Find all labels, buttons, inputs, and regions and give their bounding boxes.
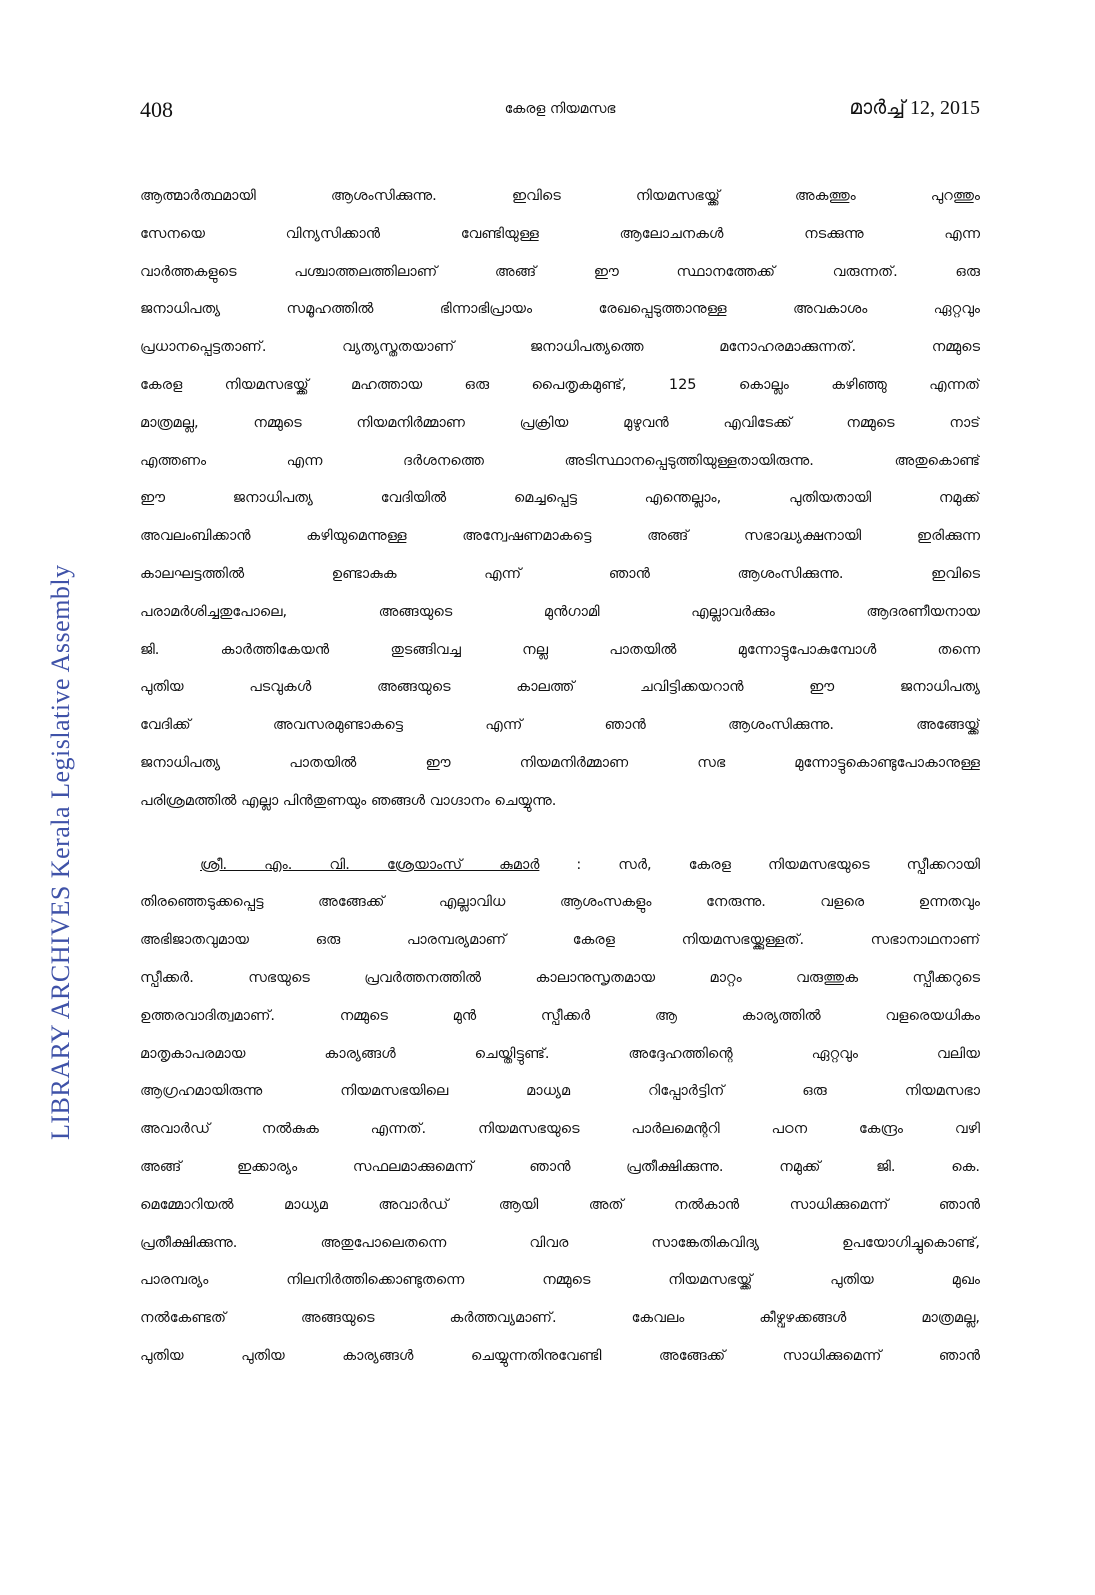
text-line: ജി. കാർത്തികേയൻ തുടങ്ങിവച്ച നല്ല പാതയിൽ മുന്നോട്ടുപോകുമ്പോൾ തന്നെ: [140, 641, 980, 658]
text-line: പരാമർശിച്ചതുപോലെ, അങ്ങയുടെ മുൻഗാമി എല്ലാവർക്കും ആദരണീയനായ: [140, 603, 980, 620]
text-line: സ്പീക്കർ. സഭയുടെ പ്രവർത്തനത്തിൽ കാലാനുസൃതമായ മാറ്റം വരുത്തുക സ്പീക്കറുടെ: [140, 969, 980, 986]
text-line: മാത്രമല്ല, നമ്മുടെ നിയമനിർമ്മാണ പ്രക്രിയ മുഴുവൻ എവിടേക്ക് നമ്മുടെ നാട്: [140, 414, 980, 431]
text-line: ജനാധിപത്യ പാതയിൽ ഈ നിയമനിർമ്മാണ സഭ മുന്നോട്ടുകൊണ്ടുപോകാനുള്ള: [140, 754, 980, 771]
text-line: ആത്മാർത്ഥമായി ആശംസിക്കുന്നു. ഇവിടെ നിയമസഭയ്ക്ക് അകത്തും പുറത്തും: [140, 188, 980, 204]
text-line: അവലംബിക്കാൻ കഴിയുമെന്നുള്ള അന്വേഷണമാകട്ടെ അങ്ങ് സഭാദ്ധ്യക്ഷനായി ഇരിക്കുന്ന: [140, 528, 980, 545]
text-line: അങ്ങ് ഇക്കാര്യം സഫലമാക്കുമെന്ന് ഞാൻ പ്രതീക്ഷിക്കുന്നു. നമുക്ക് ജി. കെ.: [140, 1158, 980, 1175]
page-header: [140, 97, 980, 127]
speaker-name: ശ്രീ. എം. വി. ശ്രേയാംസ് കുമാർ: [200, 856, 540, 873]
text-line: പാരമ്പര്യം നിലനിർത്തിക്കൊണ്ടുതന്നെ നമ്മുടെ നിയമസഭയ്ക്ക് പുതിയ മുഖം: [140, 1272, 980, 1289]
text-line: ഉത്തരവാദിത്വമാണ്. നമ്മുടെ മുൻ സ്പീക്കർ ആ കാര്യത്തിൽ വളരെയധികം: [140, 1007, 980, 1024]
text-line: കാലഘട്ടത്തിൽ ഉണ്ടാകുക എന്ന് ഞാൻ ആശംസിക്കുന്നു. ഇവിടെ: [140, 565, 980, 582]
text-line: എത്തണം എന്ന ദർശനത്തെ അടിസ്ഥാനപ്പെടുത്തിയുള്ളതായിരുന്നു. അതുകൊണ്ട്: [140, 452, 980, 469]
text-line: മാതൃകാപരമായ കാര്യങ്ങൾ ചെയ്തിട്ടുണ്ട്. അദ്ദേഹത്തിന്റെ ഏറ്റവും വലിയ: [140, 1045, 980, 1062]
text-line: നൽകേണ്ടത് അങ്ങയുടെ കർത്തവ്യമാണ്. കേവലം കീഴ്വഴക്കങ്ങൾ മാത്രമല്ല,: [140, 1310, 980, 1327]
text-line: വാർത്തകളുടെ പശ്ചാത്തലത്തിലാണ് അങ്ങ് ഈ സ്ഥാനത്തേക്ക് വരുന്നത്. ഒരു: [140, 263, 980, 280]
text-line: കേരള നിയമസഭയ്ക്ക് മഹത്തായ ഒരു പൈതൃകമുണ്ട്, 125 കൊല്ലം കഴിഞ്ഞു എന്നത്: [140, 376, 980, 393]
text-line: അവാർഡ് നൽകുക എന്നത്. നിയമസഭയുടെ പാർലമെന്ററി പഠന കേന്ദ്രം വഴി: [140, 1121, 980, 1138]
header-date: മാർച്ച് 12, 2015: [849, 97, 980, 119]
running-title: കേരള നിയമസഭ: [504, 101, 616, 117]
text-line: ജനാധിപത്യ സമൂഹത്തിൽ ഭിന്നാഭിപ്രായം രേഖപ്പെടുത്താനുള്ള അവകാശം ഏറ്റവും: [140, 301, 980, 318]
body-text: [140, 178, 980, 1376]
speaker-line-rest: : സർ, കേരള നിയമസഭയുടെ സ്പീക്കറായി: [576, 856, 980, 873]
text-line: തിരഞ്ഞെടുക്കപ്പെട്ട അങ്ങേക്ക് എല്ലാവിധ ആശംസകളും നേരുന്നു. വളരെ ഉന്നതവും: [140, 894, 980, 911]
text-line: മെമ്മോറിയൽ മാധ്യമ അവാർഡ് ആയി അത് നൽകാൻ സാധിക്കുമെന്ന് ഞാൻ: [140, 1196, 980, 1213]
paragraph-gap: [140, 821, 980, 847]
speaker-line: [140, 847, 980, 885]
text-line: പ്രധാനപ്പെട്ടതാണ്. വ്യത്യസ്തതയാണ് ജനാധിപത്യത്തെ മനോഹരമാക്കുന്നത്. നമ്മുടെ: [140, 339, 980, 356]
text-line: ആഗ്രഹമായിരുന്നു നിയമസഭയിലെ മാധ്യമ റിപ്പോർട്ടിന് ഒരു നിയമസഭാ: [140, 1083, 980, 1100]
text-line: അഭിജാതവുമായ ഒരു പാരമ്പര്യമാണ് കേരള നിയമസഭയ്ക്കുള്ളത്. സഭാനാഥനാണ്: [140, 932, 980, 949]
text-line: ഈ ജനാധിപത്യ വേദിയിൽ മെച്ചപ്പെട്ട എന്തെല്ലാം, പുതിയതായി നമുക്ക്: [140, 490, 980, 507]
library-archives-watermark: LIBRARY ARCHIVES Kerala Legislative Assembly: [46, 564, 75, 1140]
paragraph-2: [140, 847, 980, 1376]
text-line: പുതിയ പുതിയ കാര്യങ്ങൾ ചെയ്യുന്നതിനുവേണ്ടി അങ്ങേക്ക് സാധിക്കുമെന്ന് ഞാൻ: [140, 1347, 980, 1364]
text-line: വേദിക്ക് അവസരമുണ്ടാകട്ടെ എന്ന് ഞാൻ ആശംസിക്കുന്നു. അങ്ങേയ്ക്ക്: [140, 717, 980, 734]
text-line: പരിശ്രമത്തിൽ എല്ലാ പിൻതുണയും ഞങ്ങൾ വാഗ്ദാനം ചെയ്യുന്നു.: [140, 792, 557, 809]
text-line: പ്രതീക്ഷിക്കുന്നു. അതുപോലെതന്നെ വിവര സാങ്കേതികവിദ്യ ഉപയോഗിച്ചുകൊണ്ട്,: [140, 1234, 980, 1251]
text-line: പുതിയ പടവുകൾ അങ്ങയുടെ കാലത്ത് ചവിട്ടിക്കയറാൻ ഈ ജനാധിപത്യ: [140, 679, 980, 696]
page-number: 408: [140, 97, 173, 122]
paragraph-1: [140, 178, 980, 821]
text-line: സേനയെ വിന്യസിക്കാൻ വേണ്ടിയുള്ള ആലോചനകൾ നടക്കുന്നു എന്ന: [140, 225, 980, 242]
